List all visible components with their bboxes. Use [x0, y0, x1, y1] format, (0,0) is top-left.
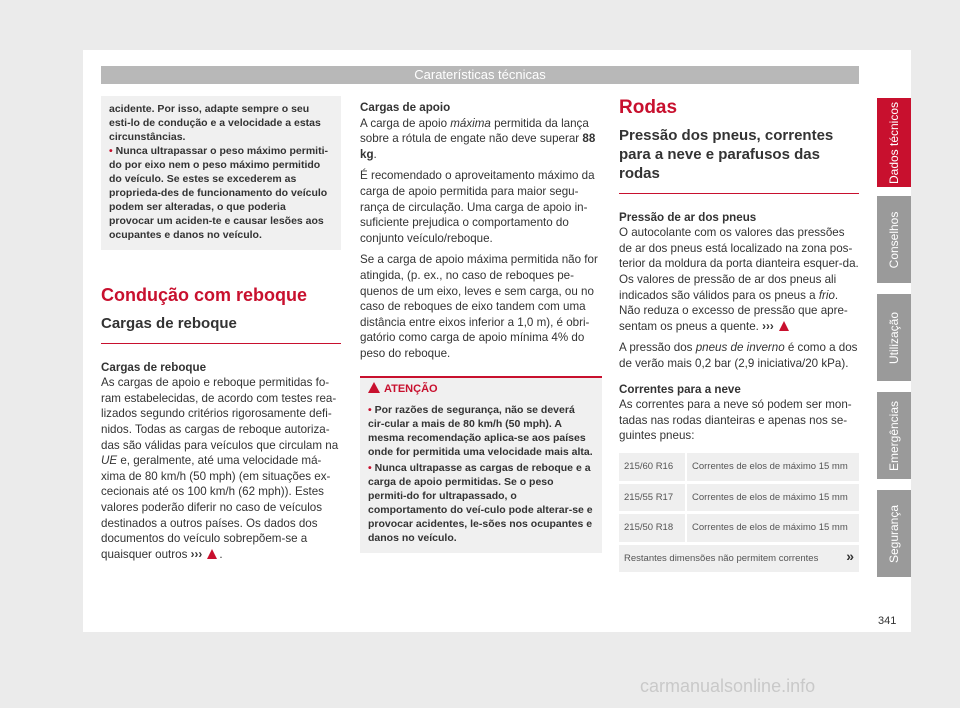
tab-label: Dados técnicos — [887, 101, 901, 184]
warning-box-body — [360, 401, 602, 553]
table-cell: Correntes de elos de máximo 15 mm — [687, 484, 859, 512]
tyre-pressure-paragraph — [619, 225, 859, 334]
tab-label: Utilização — [887, 311, 901, 364]
tab-emergencias[interactable] — [877, 392, 911, 479]
table-row — [619, 545, 859, 573]
section-subtitle-tyres: Pressão dos pneus, correntes para a neve e parafusos das rodas — [619, 126, 834, 182]
warning-label: ATENÇÃO — [384, 382, 438, 395]
support-paragraph-1 — [360, 116, 602, 163]
tab-utilizacao[interactable] — [877, 294, 911, 381]
towing-text-em: UE — [101, 454, 118, 468]
reference-arrows[interactable]: ››› — [190, 547, 203, 561]
table-row — [619, 453, 859, 481]
column-right — [619, 97, 859, 575]
warning-continuation — [101, 96, 341, 250]
towing-text-a: As cargas de apoio e reboque permitidas fo-ram estabelecidas, de acordo com testes rea-lizados segundo critérios rigorosamente defi-nidos. Todas as cargas de reboque autoriza-das são válidas para veículos que circulam na — [101, 376, 339, 452]
tab-seguranca[interactable] — [877, 490, 911, 577]
warning-triangle-icon — [368, 382, 380, 393]
section-title-wheels: Rodas — [619, 97, 678, 118]
winter-text-em: pneus de inverno — [695, 341, 785, 355]
warning-box-header — [360, 376, 602, 402]
warning-item-2-text: Nunca ultrapasse as cargas de reboque e a carga de apoio permitidas. Se o peso permiti-do for ultrapassado, o comportamento do veí-culo pode alterar-se e provocar acidentes, le-sões nos ocupantes e danos no veículo. — [368, 462, 593, 545]
tab-dados-tecnicos[interactable] — [877, 98, 911, 187]
winter-text-b: é como a dos de verão mais 0,2 bar (2,9 iniciativa/20 kPa). — [619, 341, 858, 370]
support-paragraph-3: Se a carga de apoio máxima permitida não for atingida, (p. ex., no caso de reboques pe-quenos de um eixo, leves e sem carga, ou no caso de reboques de eixo tandem com uma distância entre eixos inferior a 1,0 m), é obri-gatório como carga de apoio mínima 4% do peso do reboque. — [360, 253, 598, 360]
tab-label: Conselhos — [887, 211, 901, 268]
divider — [101, 343, 341, 344]
support-text-end: . — [373, 147, 377, 161]
support-paragraph-2: É recomendado o aproveitamento máximo da carga de apoio permitida para maior segu-rança de circulação. Uma carga de apoio in-suficiente prejudica o comportamento do conjunto veículo/reboque. — [360, 169, 595, 245]
page-header: Caraterísticas técnicas — [101, 66, 859, 84]
warning-item-1 — [368, 403, 594, 459]
warning-triangle-icon[interactable] — [779, 321, 789, 331]
sub-heading-support-load: Cargas de apoio — [360, 101, 451, 114]
winter-tyre-paragraph — [619, 340, 859, 371]
divider — [619, 193, 859, 194]
support-text-b: permitida da lança sobre a rótula de engate não deve superar — [360, 116, 589, 146]
snow-chains-table — [619, 450, 859, 575]
table-cell: 215/55 R17 — [619, 484, 687, 512]
tab-label: Emergências — [887, 400, 901, 471]
bullet-icon: • — [109, 145, 113, 157]
section-title-towing: Condução com reboque — [101, 285, 308, 305]
towing-text-b: e, geralmente, até uma velocidade má-xima de 80 km/h (50 mph) (em situações ex-cecionais até os 100 km/h (62 mph)). Estes valores poderão diferir no caso de veículos destinados a outros países. Os dados dos documentos do veículo sobrepõem-se a quaisquer outros — [101, 454, 331, 561]
support-text-a: A carga de apoio — [360, 116, 451, 130]
warning-text-1: acidente. Por isso, adapte sempre o seu esti-lo de condução e a velocidade a estas circunstâncias. — [109, 103, 321, 143]
towing-text-end: . — [219, 547, 223, 561]
tyre-text-em: frio — [818, 288, 835, 302]
continue-icon: » — [846, 547, 854, 564]
table-cell: Correntes de elos de máximo 15 mm — [687, 453, 859, 481]
support-text-em: máxima — [450, 116, 491, 130]
column-left — [101, 96, 341, 568]
sub-heading-tyre-pressure: Pressão de ar dos pneus — [619, 210, 757, 224]
table-cell: 215/60 R16 — [619, 453, 687, 481]
snow-chains-paragraph: As correntes para a neve só podem ser mon-tadas nas rodas dianteiras e apenas nos se-guintes pneus: — [619, 398, 852, 443]
table-row — [619, 514, 859, 542]
page-number: 341 — [878, 615, 897, 627]
support-text-strong: 88 kg — [360, 132, 596, 161]
table-last-text: Restantes dimensões não permitem correntes — [624, 552, 819, 564]
warning-text-2-body: Nunca ultrapassar o peso máximo permiti-do por eixo nem o peso máximo permitido do veículo. Se estes se excederem as proprieda-des de funcionamento do veículo podem ser alteradas, o que poderia provocar um aciden-te e causar lesões aos ocupantes e danos no veículo. — [109, 145, 329, 241]
reference-arrows[interactable]: ››› — [762, 319, 774, 333]
towing-paragraph — [101, 375, 341, 562]
winter-text-a: A pressão dos — [619, 341, 696, 355]
table-cell: 215/50 R18 — [619, 514, 687, 542]
table-cell — [619, 545, 859, 573]
bullet-icon: • — [368, 404, 372, 417]
warning-item-1-text: Por razões de segurança, não se deverá cir-cular a mais de 80 km/h (50 mph). A mesma recomendação aplica-se aos países onde for permitida uma velocidade mais alta. — [368, 404, 593, 459]
watermark: carmanualsonline.info — [640, 676, 816, 696]
tab-label: Segurança — [887, 504, 901, 563]
table-row — [619, 484, 859, 512]
warning-item-2 — [368, 461, 594, 545]
warning-box-atencao — [360, 376, 602, 554]
warning-text-2 — [109, 144, 333, 242]
sub-heading-snow-chains: Correntes para a neve — [619, 382, 741, 396]
sub-heading-loads: Cargas de reboque — [101, 360, 207, 374]
tyre-text-b: . Não reduza o excesso de pressão que apre-sentam os pneus a quente. — [619, 288, 848, 333]
warning-triangle-icon[interactable] — [207, 549, 217, 559]
tyre-text-a: O autocolante com os valores das pressões de ar dos pneus está localizado na zona pos-terior da moldura da porta dianteira esquer-da. Os valores de pressão de ar dos pneus ali indicados são válidos para os pneus a — [619, 226, 859, 302]
bullet-icon: • — [368, 462, 372, 475]
section-subtitle-loads: Cargas de reboque — [101, 314, 237, 332]
tab-conselhos[interactable] — [877, 196, 911, 283]
table-cell: Correntes de elos de máximo 15 mm — [687, 514, 859, 542]
column-middle — [360, 100, 602, 553]
